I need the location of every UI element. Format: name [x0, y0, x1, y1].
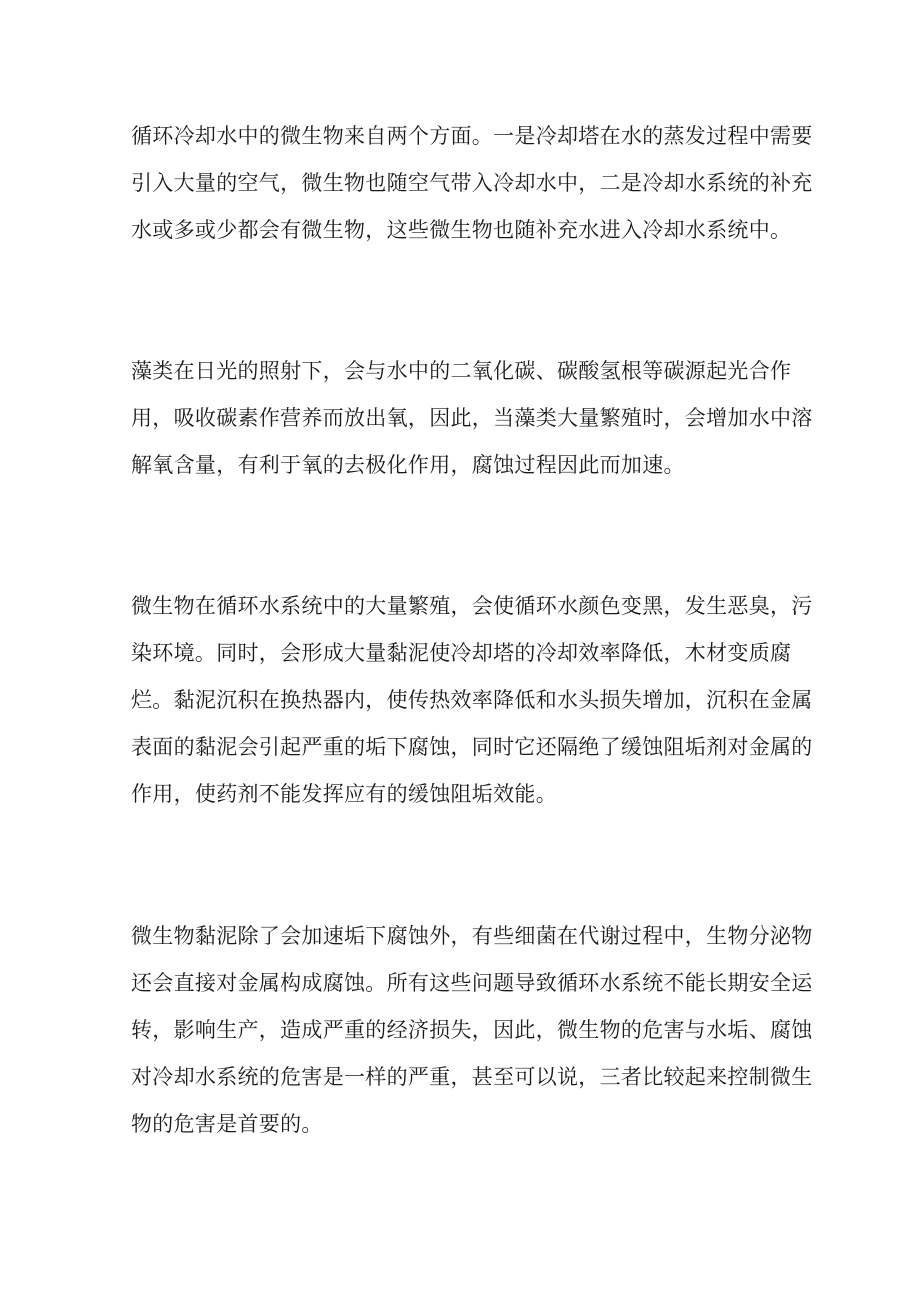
text-line: 表面的黏泥会引起严重的垢下腐蚀，同时它还隔绝了缓蚀阻垢剂对金属的 [131, 735, 813, 759]
text-line: 微生物黏泥除了会加速垢下腐蚀外，有些细菌在代谢过程中，生物分泌物 [131, 924, 813, 948]
text-line: 还会直接对金属构成腐蚀。所有这些问题导致循环水系统不能长期安全运 [131, 971, 813, 995]
paragraph-slime-corrosion [131, 913, 813, 1148]
text-line: 对冷却水系统的危害是一样的严重，甚至可以说，三者比较起来控制微生 [131, 1065, 813, 1089]
paragraph-microbe-proliferation [131, 583, 813, 818]
text-line: 染环境。同时，会形成大量黏泥使冷却塔的冷却效率降低，木材变质腐 [131, 641, 792, 665]
text-line: 转，影响生产，造成严重的经济损失，因此，微生物的危害与水垢、腐蚀 [131, 1018, 813, 1042]
text-line: 引入大量的空气，微生物也随空气带入冷却水中，二是冷却水系统的补充 [131, 171, 813, 195]
paragraph-algae-photosynthesis [131, 348, 813, 489]
text-line: 作用，使药剂不能发挥应有的缓蚀阻垢效能。 [131, 782, 557, 806]
text-line: 藻类在日光的照射下，会与水中的二氧化碳、碳酸氢根等碳源起光合作 [131, 359, 792, 383]
paragraph-microbe-sources [131, 113, 813, 254]
text-line: 循环冷却水中的微生物来自两个方面。一是冷却塔在水的蒸发过程中需要 [131, 124, 813, 148]
text-line: 烂。黏泥沉积在换热器内，使传热效率降低和水头损失增加，沉积在金属 [131, 688, 813, 712]
text-line: 用，吸收碳素作营养而放出氧，因此，当藻类大量繁殖时，会增加水中溶 [131, 406, 813, 430]
text-line: 微生物在循环水系统中的大量繁殖，会使循环水颜色变黑，发生恶臭，污 [131, 594, 813, 618]
text-line: 水或多或少都会有微生物，这些微生物也随补充水进入冷却水系统中。 [131, 218, 792, 242]
text-line: 物的危害是首要的。 [131, 1112, 323, 1136]
text-line: 解氧含量，有利于氧的去极化作用，腐蚀过程因此而加速。 [131, 453, 685, 477]
